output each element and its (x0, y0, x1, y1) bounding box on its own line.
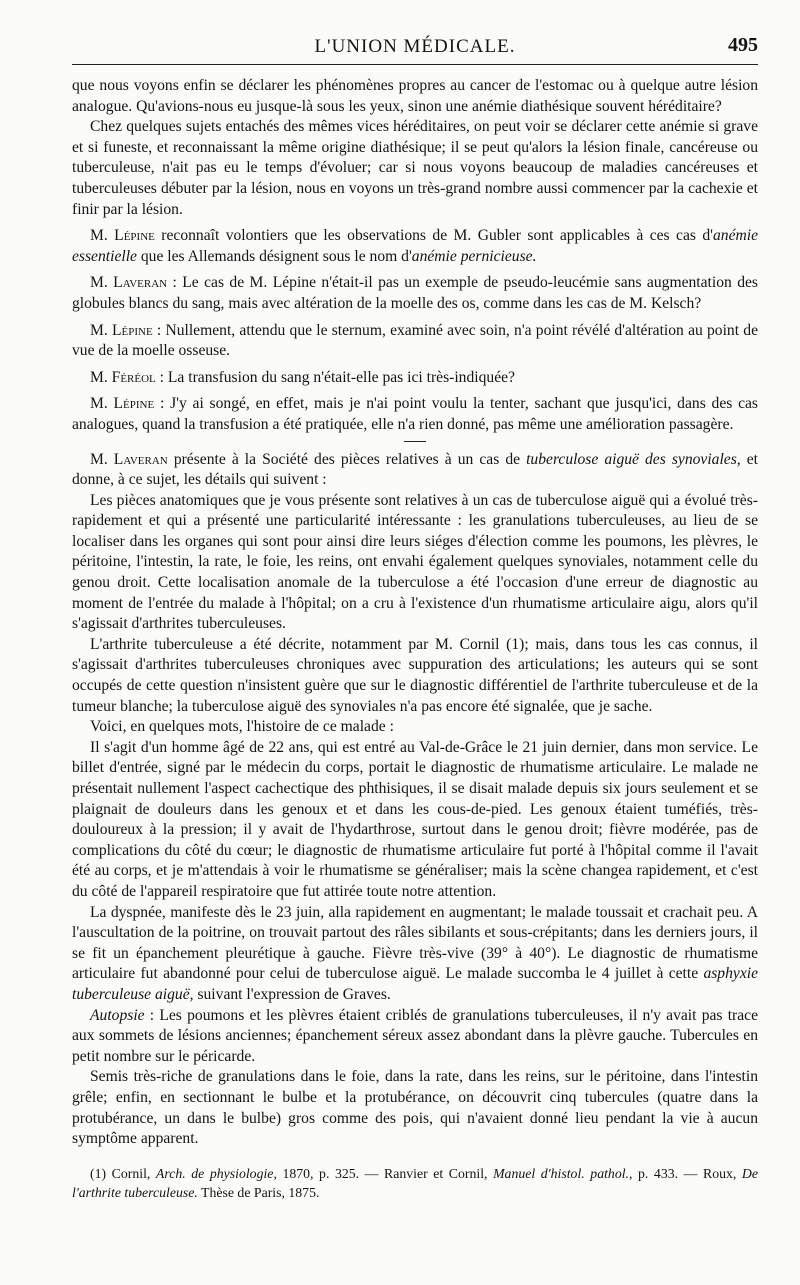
speaker-name: M. Lépine (90, 321, 153, 339)
paragraph: M. Lépine : Nullement, attendu que le sternum, examiné avec soin, n'a point révélé d'altération au point de vue de la moelle osseuse. (72, 321, 759, 360)
speaker-name: M. Féréol (90, 368, 156, 386)
header-rule (72, 64, 758, 65)
page-header (72, 26, 758, 60)
speaker-name: M. Laveran (90, 450, 168, 468)
paragraph: M. Lépine reconnaît volontiers que les observations de M. Gubler sont applicables à ces cas d'anémie essentielle que les Allemands désignent sous le nom d'anémie pernicieuse. (72, 227, 758, 265)
paragraph: Les pièces anatomiques que je vous présente sont relatives à un cas de tuberculose aiguë qui a évolué très-rapidement et qui a présenté une particularité intéressante : les granulations tuberculeuses, au lieu de se localiser dans les organes qui sont pour ainsi dire leurs siéges d'élection comme les poumons, les plèvres, le péritoine, l'intestin, la rate, le foie, les reins, ont envahi également quelques synoviales, notamment celle du genou droit. Cette localisation anomale de la tuberculose a été l'occasion d'une erreur de diagnostic au moment de l'entrée du malade à l'hôpital; on a cru à l'existence d'un rhumatisme articulaire aigu, alors qu'il s'agissait d'arthrites tuberculeuses. (72, 491, 758, 633)
speaker-name: M. Lépine (90, 227, 155, 245)
article-body (72, 76, 758, 1150)
page (72, 26, 758, 1202)
speaker-name: M. Laveran (90, 274, 168, 292)
paragraph: M. Laveran : Le cas de M. Lépine n'était-il pas un exemple de pseudo-leucémie sans augmentation des globules blancs du sang, mais avec altération de la moelle des os, comme dans les cas de M. Kelsch? (72, 274, 758, 312)
footnotes (72, 1164, 758, 1202)
paragraph: Semis très-riche de granulations dans le foie, dans la rate, dans les reins, sur le péritoine, dans l'intestin grêle; enfin, en sectionnant le bulbe et la protubérance, on découvrit cinq tubercules (quatre dans la protubérance, un dans le bulbe) gros comme des pois, qui n'avaient donné lieu pendant la vie à aucun symptôme apparent. (72, 1068, 758, 1148)
footnote: (1) Cornil, Arch. de physiologie, 1870, p. 325. — Ranvier et Cornil, Manuel d'histol. pathol., p. 433. — Roux, De l'arthrite tuberculeuse. Thèse de Paris, 1875. (72, 1165, 759, 1200)
running-title: L'UNION MÉDICALE. (314, 36, 516, 57)
paragraph: L'arthrite tuberculeuse a été décrite, notamment par M. Cornil (1); mais, dans tous les cas connus, il s'agissait d'arthrites tuberculeuses chroniques avec suppuration des articulations; les auteurs qui se sont occupés de cette question n'insistent guère que sur le diagnostic différentiel de l'arthrite tuberculeuse et de la tumeur blanche; la tuberculose aiguë des synoviales n'a pas encore été signalée, que je sache. (72, 635, 758, 715)
section-separator (404, 441, 426, 442)
paragraph: Voici, en quelques mots, l'histoire de ce malade : (90, 718, 394, 736)
paragraph: que nous voyons enfin se déclarer les phénomènes propres au cancer de l'estomac ou à quelque autre lésion analogue. Qu'avions-nous eu jusque-là sous les yeux, sinon une anémie diathésique souvent héréditaire? (72, 77, 758, 115)
speaker-name: M. Lépine (90, 395, 155, 413)
page-number: 495 (728, 34, 758, 56)
paragraph: Il s'agit d'un homme âgé de 22 ans, qui est entré au Val-de-Grâce le 21 juin dernier, dans mon service. Le billet d'entrée, signé par le médecin du corps, portait le diagnostic de rhumatisme articulaire. Le malade ne présentait nullement l'aspect cachectique des phthisiques, il se disait malade depuis six jours seulement et se plaignait de douleurs dans les genoux et et dans les cous-de-pied. Les genoux étaient tuméfiés, très-douloureux à la pression; il y avait de l'hydarthrose, surtout dans le genou droit; fièvre modérée, pas de complications du côté du cœur; le diagnostic de rhumatisme articulaire fut porté à l'hôpital comme il l'avait été au corps, et je m'attendais à voir le rhumatisme se généraliser; mais la scène changea rapidement, et c'est du côté de l'appareil respiratoire que fut attirée toute notre attention. (72, 738, 758, 900)
paragraph: Chez quelques sujets entachés des mêmes vices héréditaires, on peut voir se déclarer cette anémie si grave et si funeste, et reconnaissant la même origine diathésique; il se peut qu'alors la lésion finale, cancéreuse ou tuberculeuse, n'ait pas eu le temps d'évoluer; car si nous voyons beaucoup de maladies cancéreuses et tuberculeuses débuter par la lésion, nous en voyons un très-grand nombre aussi commencer par la cachexie et finir par la lésion. (72, 118, 758, 218)
paragraph: M. Laveran présente à la Société des pièces relatives à un cas de tuberculose aiguë des synoviales, et donne, à ce sujet, les détails qui suivent : (72, 450, 759, 489)
paragraph: La dyspnée, manifeste dès le 23 juin, alla rapidement en augmentant; le malade toussait et crachait peu. A l'auscultation de la poitrine, on trouvait partout des râles sibilants et sous-crépitants; dans les derniers jours, il se fit un épanchement pleurétique à gauche. Fièvre très-vive (39° à 40°). Le diagnostic de rhumatisme articulaire fut abandonné pour celui de tuberculose aiguë. Le malade succomba le 4 juillet à cette asphyxie tuberculeuse aiguë, suivant l'expression de Graves. (72, 903, 758, 1003)
paragraph: M. Lépine : J'y ai songé, en effet, mais je n'ai point voulu la tenter, sachant que jusqu'ici, dans des cas analogues, quand la transfusion a été pratiquée, elle n'a rien donné, pas même une amélioration passagère. (72, 395, 758, 433)
paragraph: Autopsie : Les poumons et les plèvres étaient criblés de granulations tuberculeuses, il n'y avait pas trace aux sommets de lésions anciennes; épanchement séreux assez abondant dans la plèvre gauche. Tubercules en petit nombre sur le péricarde. (72, 1006, 758, 1065)
paragraph: M. Féréol : La transfusion du sang n'était-elle pas ici très-indiquée? (90, 368, 515, 386)
